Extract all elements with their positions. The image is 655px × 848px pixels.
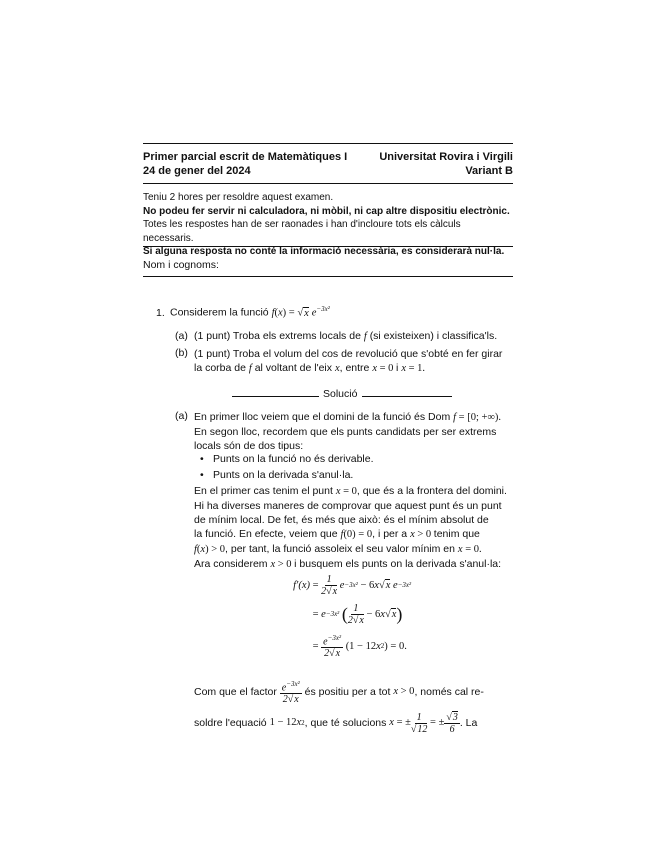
instructions (143, 191, 513, 259)
instructions-rule (143, 246, 513, 247)
university-name: Universitat Rovira i Virgili (379, 151, 513, 163)
exam-variant: Variant B (465, 165, 513, 177)
instruction-line: Totes les respostes han de ser raonades i han d'incloure tots els càlculs necessaris. (143, 219, 461, 244)
part-a-statement: (1 punt) Troba els extrems locals de f (si existeixen) i classifica'ls. (194, 330, 498, 342)
problem-number: 1. (156, 307, 165, 319)
course-title: Primer parcial escrit de Matemàtiques I (143, 151, 348, 163)
function-definition: f (271, 307, 275, 319)
solution-rule-right (362, 396, 452, 397)
list-item: • Punts on la derivada s'anul·la. (200, 469, 354, 481)
instruction-line: Teniu 2 hores per resoldre aquest examen. (143, 192, 334, 203)
top-rule (143, 143, 513, 144)
solution-rule-left (232, 396, 319, 397)
equation-line: = $\frac{e^{-3x^2}}{2√x}$ (1 − 12 x 2 ) = 0. (310, 633, 407, 660)
solution-a-label: (a) (175, 410, 188, 422)
name-label: Nom i cognoms: (143, 259, 219, 271)
equation-line: f′(x) = $\frac{1}{2√x}$ e −3x² − 6 x √ x e −3x² (293, 573, 412, 597)
solution-paragraph-1: En primer lloc veiem que el domini de la funció és Dom f = [0; +∞). En segon lloc, recordem que els punts candidats per ser extrems locals són de dos tipus: (194, 411, 502, 452)
part-a-label: (a) (175, 330, 188, 342)
part-b-statement: (1 punt) Troba el volum del cos de revolució que s'obté en fer girar la corba de f al voltant de l'eix x, entre x = 0 i x = 1. (194, 348, 503, 374)
solution-paragraph-5: soldre l'equació 1 − 12 x 2 , que té solucions x = ± $\frac{1}{√12}$ = ± $\frac{√3}{6}$ . La (194, 711, 478, 735)
header-bottom-rule (143, 183, 513, 184)
problem-statement: Considerem la funció f(x) = √x $e^{-3x^2}$ (170, 305, 330, 319)
list-item: • Punts on la funció no és derivable. (200, 453, 374, 465)
part-b-label: (b) (175, 347, 188, 359)
instruction-line: No podeu fer servir ni calculadora, ni mòbil, ni cap altre dispositiu electrònic. (143, 205, 510, 217)
exam-date: 24 de gener del 2024 (143, 165, 251, 177)
solution-paragraph-2: En el primer cas tenim el punt x = 0, que és a la frontera del domini. Hi ha diverses maneres de comprovar que aquest punt és un punt de mínim local. De fet, és més que això: és el mínim absolut de la funció. En efecte, veiem que f(0) = 0, i per a x > 0 tenim que f(x) > 0, per tant, la funció assoleix el seu valor mínim en x = 0. Ara considerem x > 0 i busquem els punts on la derivada s'anul·la: (194, 485, 507, 570)
derivative-equation (272, 573, 411, 661)
bullet-list (200, 452, 374, 482)
problem-intro: Considerem la funció (170, 306, 269, 319)
equation-line: = e −3x² ( $\frac{1}{2√x}$ − 6 x √ x ) (310, 602, 403, 626)
instruction-line: Si alguna resposta no conté la informació necessària, es considerarà nul·la. (143, 246, 505, 257)
solution-title: Solució (323, 388, 358, 400)
name-rule (143, 276, 513, 277)
solution-paragraph-4: Com que el factor $\frac{e^{-3x^2}}{2√x}$ és positiu per a tot x > 0 , només cal re- (194, 679, 484, 706)
